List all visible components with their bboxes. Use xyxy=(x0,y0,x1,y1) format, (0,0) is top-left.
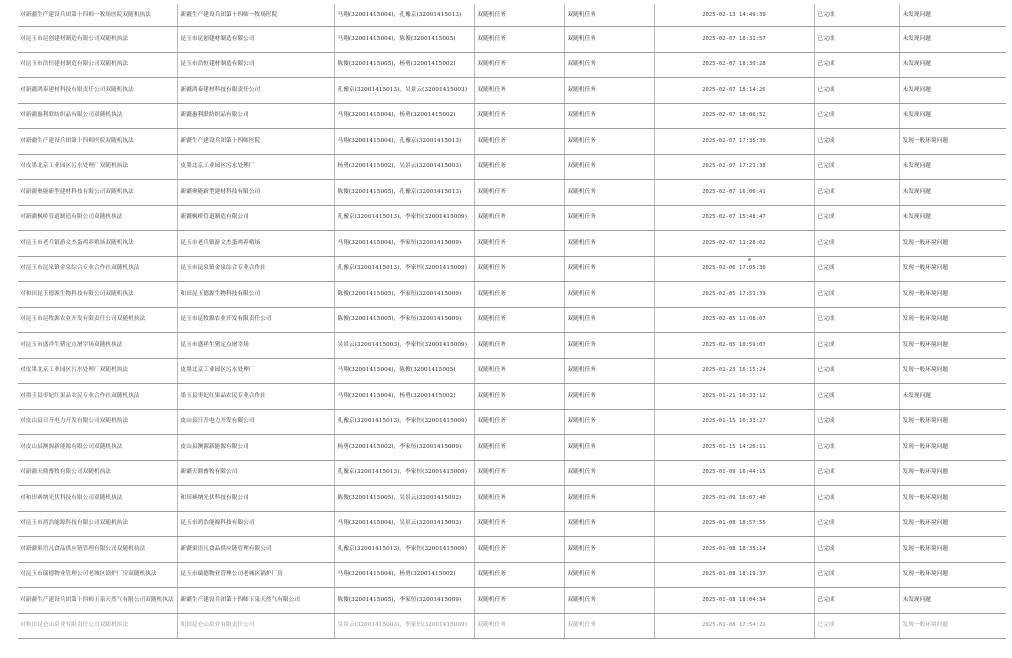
completion-time-cell: 2025-02-07 18:14:26 xyxy=(654,78,814,104)
task-type-cell: 双随机任务 xyxy=(474,384,564,410)
completion-time-cell: 2025-02-07 18:30:28 xyxy=(654,52,814,78)
inspectors-cell: 陈俊(32001415005)，李家恒(32001415009) xyxy=(334,588,474,614)
status-cell: 已完成 xyxy=(814,205,899,231)
result-cell: 未发现问题 xyxy=(899,180,1006,206)
status-cell: 已完成 xyxy=(814,27,899,53)
table-row xyxy=(18,180,1006,206)
task-source-cell: 双随机任务 xyxy=(564,154,654,180)
completion-time-cell: 2025-02-07 18:31:57 xyxy=(654,27,814,53)
table-row xyxy=(18,205,1006,231)
inspectors-cell: 孔豫京(32001415013)，李家恒(32001415009) xyxy=(334,409,474,435)
result-cell: 未发现问题 xyxy=(899,205,1006,231)
completion-time-cell: 2025-01-15 16:33:27 xyxy=(654,409,814,435)
task-source-cell: 双随机任务 xyxy=(564,231,654,257)
unit-name-cell: 新疆生产建设兵团第十四师玉泉天然气有限公司 xyxy=(177,588,334,614)
task-type-cell: 双随机任务 xyxy=(474,129,564,155)
result-cell: 发现一般环境问题 xyxy=(899,307,1006,333)
inspectors-cell: 陈俊(32001415005)，吴景云(32001415003) xyxy=(334,486,474,512)
completion-time-cell: 2025-02-07 17:21:38 xyxy=(654,154,814,180)
result-cell: 发现一般环境问题 xyxy=(899,537,1006,563)
task-name-cell: 对新疆奥能新型建材科技有限公司双随机执法 xyxy=(18,180,177,206)
result-cell: 发现一般环境问题 xyxy=(899,333,1006,359)
result-cell: 未发现问题 xyxy=(899,78,1006,104)
status-cell: 已完成 xyxy=(814,613,899,639)
task-type-cell: 双随机任务 xyxy=(474,588,564,614)
completion-time-cell: 2025-02-05 11:08:07 xyxy=(654,307,814,333)
inspectors-cell: 孔豫京(32001415013)，李家恒(32001415009) xyxy=(334,205,474,231)
task-type-cell: 双随机任务 xyxy=(474,154,564,180)
task-name-cell: 对新疆天鼎畜牧有限公司双随机执法 xyxy=(18,460,177,486)
status-cell: 已完成 xyxy=(814,435,899,461)
task-name-cell: 对昆玉市昆牧源农业开发有限责任公司双随机执法 xyxy=(18,307,177,333)
result-cell: 发现一般环境问题 xyxy=(899,409,1006,435)
status-cell: 已完成 xyxy=(814,409,899,435)
table-row xyxy=(18,435,1006,461)
task-source-cell: 双随机任务 xyxy=(564,180,654,206)
task-type-cell: 双随机任务 xyxy=(474,511,564,537)
table-body xyxy=(18,4,1006,639)
inspectors-cell: 孔豫京(32001415013)，李家恒(32001415009) xyxy=(334,537,474,563)
unit-name-cell: 墨玉县枣妃红果品农民专业合作社 xyxy=(177,384,334,410)
task-type-cell: 双随机任务 xyxy=(474,4,564,27)
task-name-cell: 对和田昆玉德源生物科技有限公司双随机执法 xyxy=(18,282,177,308)
task-name-cell: 对皮墨北京工业园区污水处理厂双随机执法 xyxy=(18,154,177,180)
completion-time-cell: 2025-02-07 16:06:41 xyxy=(654,180,814,206)
completion-time-cell: 2025-01-09 16:07:40 xyxy=(654,486,814,512)
task-type-cell: 双随机任务 xyxy=(474,435,564,461)
inspectors-cell: 马翔(32001415004)，孔豫京(32001415013) xyxy=(334,4,474,27)
task-type-cell: 双随机任务 xyxy=(474,180,564,206)
unit-name-cell: 皮墨北京工业园区污水处理厂 xyxy=(177,154,334,180)
unit-name-cell: 和田赛纳光伏科技有限公司 xyxy=(177,486,334,512)
table-row xyxy=(18,358,1006,384)
task-name-cell: 对新疆生产建设兵团第十四师玉泉天然气有限公司双随机执法 xyxy=(18,588,177,614)
task-type-cell: 双随机任务 xyxy=(474,52,564,78)
task-name-cell: 对昆玉市昆泉镇金泉综合专业合作社双随机执法 xyxy=(18,256,177,282)
inspectors-cell: 马翔(32001415004)，杨勇(32001415002) xyxy=(334,103,474,129)
completion-time-cell: 2025-01-08 18:19:37 xyxy=(654,562,814,588)
status-cell: 已完成 xyxy=(814,588,899,614)
status-cell: 已完成 xyxy=(814,52,899,78)
result-cell: 发现一般环境问题 xyxy=(899,358,1006,384)
table-row xyxy=(18,486,1006,512)
unit-name-cell: 新疆奥能新型建材科技有限公司 xyxy=(177,180,334,206)
task-type-cell: 双随机任务 xyxy=(474,27,564,53)
table-row xyxy=(18,333,1006,359)
completion-time-cell: 2025-02-05 17:51:39 xyxy=(654,282,814,308)
table-row xyxy=(18,78,1006,104)
task-name-cell: 对皮山县澳源新能源有限公司双随机执法 xyxy=(18,435,177,461)
task-source-cell: 双随机任务 xyxy=(564,562,654,588)
task-name-cell: 对新疆生产建设兵团第十四师医院双随机执法 xyxy=(18,129,177,155)
status-cell: 已完成 xyxy=(814,78,899,104)
task-source-cell: 双随机任务 xyxy=(564,333,654,359)
task-name-cell: 对和田赛纳光伏科技有限公司双随机执法 xyxy=(18,486,177,512)
task-type-cell: 双随机任务 xyxy=(474,409,564,435)
unit-name-cell: 新疆果语凡食品供应链管理有限公司 xyxy=(177,537,334,563)
task-source-cell: 双随机任务 xyxy=(564,307,654,333)
status-cell: 已完成 xyxy=(814,384,899,410)
table-row xyxy=(18,537,1006,563)
task-source-cell: 双随机任务 xyxy=(564,613,654,639)
unit-name-cell: 昆玉市浩恒建材制造有限公司 xyxy=(177,52,334,78)
status-cell: 已完成 xyxy=(814,231,899,257)
unit-name-cell: 昆玉市昆泉镇金泉综合专业合作社 xyxy=(177,256,334,282)
table-row xyxy=(18,27,1006,53)
task-type-cell: 双随机任务 xyxy=(474,282,564,308)
status-cell: 已完成 xyxy=(814,486,899,512)
result-cell: 发现一般环境问题 xyxy=(899,129,1006,155)
result-cell: 发现一般环境问题 xyxy=(899,231,1006,257)
inspectors-cell: 陈俊(32001415005)，李家恒(32001415009) xyxy=(334,282,474,308)
result-cell: 发现一般环境问题 xyxy=(899,282,1006,308)
result-cell: 未发现问题 xyxy=(899,4,1006,27)
inspectors-cell: 陈俊(32001415005)，孔豫京(32001415013) xyxy=(334,180,474,206)
task-type-cell: 双随机任务 xyxy=(474,613,564,639)
result-cell: 发现一般环境问题 xyxy=(899,562,1006,588)
unit-name-cell: 和田昆仑山泉业有限责任公司 xyxy=(177,613,334,639)
task-name-cell: 对新疆生产建设兵团第十四师一牧场医院双随机执法 xyxy=(18,4,177,27)
status-cell: 已完成 xyxy=(814,154,899,180)
inspectors-cell: 马翔(32001415004)，李家恒(32001415009) xyxy=(334,231,474,257)
inspectors-cell: 陈俊(32001415005)，李家恒(32001415009) xyxy=(334,307,474,333)
table-row xyxy=(18,256,1006,282)
table-row xyxy=(18,511,1006,537)
completion-time-cell: 2025-01-23 16:15:24 xyxy=(654,358,814,384)
task-type-cell: 双随机任务 xyxy=(474,537,564,563)
unit-name-cell: 昆玉市盛祥生猪定点屠宰场 xyxy=(177,333,334,359)
task-type-cell: 双随机任务 xyxy=(474,486,564,512)
unit-name-cell: 皮墨北京工业园区污水处理厂 xyxy=(177,358,334,384)
status-cell: 已完成 xyxy=(814,129,899,155)
inspectors-cell: 马翔(32001415004)，吴景云(32001415003) xyxy=(334,511,474,537)
unit-name-cell: 新疆生产建设兵团第十四师医院 xyxy=(177,129,334,155)
task-type-cell: 双随机任务 xyxy=(474,358,564,384)
inspectors-cell: 陈俊(32001415005)，杨勇(32001415002) xyxy=(334,52,474,78)
table-row xyxy=(18,282,1006,308)
task-type-cell: 双随机任务 xyxy=(474,256,564,282)
task-source-cell: 双随机任务 xyxy=(564,78,654,104)
result-cell: 未发现问题 xyxy=(899,103,1006,129)
inspectors-cell: 马翔(32001415004)，陈俊(32001415005) xyxy=(334,358,474,384)
inspectors-cell: 孔豫京(32001415013)，李家恒(32001415009) xyxy=(334,256,474,282)
completion-time-cell: 2025-02-13 14:49:39 xyxy=(654,4,814,27)
task-name-cell: 对昆玉市浩恒建材制造有限公司双随机执法 xyxy=(18,52,177,78)
table-row xyxy=(18,307,1006,333)
result-cell: 发现一般环境问题 xyxy=(899,511,1006,537)
task-source-cell: 双随机任务 xyxy=(564,358,654,384)
table-row xyxy=(18,52,1006,78)
completion-time-cell: 2025-01-09 16:44:15 xyxy=(654,460,814,486)
status-cell: 已完成 xyxy=(814,460,899,486)
completion-time-cell: 2025-01-08 18:57:55 xyxy=(654,511,814,537)
result-cell: 未发现问题 xyxy=(899,52,1006,78)
task-name-cell: 对昆玉市瑞德物业管理公司老城区锅炉厂房双随机执法 xyxy=(18,562,177,588)
task-name-cell: 对皮墨北京工业园区污水处理厂双随机执法 xyxy=(18,358,177,384)
task-source-cell: 双随机任务 xyxy=(564,4,654,27)
unit-name-cell: 皮山县日升电力开发有限公司 xyxy=(177,409,334,435)
unit-name-cell: 皮山县澳源新能源有限公司 xyxy=(177,435,334,461)
task-name-cell: 对墨玉县枣妃红果品农民专业合作社双随机执法 xyxy=(18,384,177,410)
table-row xyxy=(18,103,1006,129)
task-name-cell: 对和田昆仑山泉业有限责任公司双随机执法 xyxy=(18,613,177,639)
status-cell: 已完成 xyxy=(814,4,899,27)
unit-name-cell: 新疆枫桥管道制造有限公司 xyxy=(177,205,334,231)
task-source-cell: 双随机任务 xyxy=(564,256,654,282)
completion-time-cell: 2025-02-07 11:28:02 xyxy=(654,231,814,257)
inspectors-cell: 孔豫京(32001415013)，李家恒(32001415009) xyxy=(334,460,474,486)
task-type-cell: 双随机任务 xyxy=(474,333,564,359)
status-cell: 已完成 xyxy=(814,307,899,333)
result-cell: 发现一般环境问题 xyxy=(899,435,1006,461)
inspectors-cell: 孔豫京(32001415013)，吴景云(32001415003) xyxy=(334,78,474,104)
result-cell: 发现一般环境问题 xyxy=(899,486,1006,512)
task-name-cell: 对皮山县日升电力开发有限公司双随机执法 xyxy=(18,409,177,435)
table-row xyxy=(18,4,1006,27)
inspectors-cell: 杨勇(32001415002)，李家恒(32001415009) xyxy=(334,435,474,461)
task-name-cell: 对昆玉市盛祥生猪定点屠宰场双随机执法 xyxy=(18,333,177,359)
task-name-cell: 对新疆鸿泰建材科技有限责任公司双随机执法 xyxy=(18,78,177,104)
task-source-cell: 双随机任务 xyxy=(564,435,654,461)
result-cell: 发现一般环境问题 xyxy=(899,460,1006,486)
completion-time-cell: 2025-02-07 17:35:30 xyxy=(654,129,814,155)
task-type-cell: 双随机任务 xyxy=(474,460,564,486)
completion-time-cell: 2025-02-07 15:48:47 xyxy=(654,205,814,231)
task-source-cell: 双随机任务 xyxy=(564,129,654,155)
unit-name-cell: 新疆生产建设兵团第十四师一牧场医院 xyxy=(177,4,334,27)
completion-time-cell: 2025-01-15 14:26:11 xyxy=(654,435,814,461)
inspectors-cell: 马翔(32001415004)，杨勇(32001415002) xyxy=(334,384,474,410)
task-source-cell: 双随机任务 xyxy=(564,588,654,614)
result-cell: 未发现问题 xyxy=(899,154,1006,180)
task-source-cell: 双随机任务 xyxy=(564,384,654,410)
unit-name-cell: 昆玉市老兵镇游文杰蛋鸡养殖场 xyxy=(177,231,334,257)
unit-name-cell: 昆玉市鸿浩能源科技有限公司 xyxy=(177,511,334,537)
task-name-cell: 对昆玉市老兵镇游文杰蛋鸡养殖场双随机执法 xyxy=(18,231,177,257)
task-type-cell: 双随机任务 xyxy=(474,205,564,231)
result-cell: 未发现问题 xyxy=(899,588,1006,614)
status-cell: 已完成 xyxy=(814,256,899,282)
task-source-cell: 双随机任务 xyxy=(564,486,654,512)
result-cell: 未发现问题 xyxy=(899,384,1006,410)
unit-name-cell: 新疆惠利联纺织品有限公司 xyxy=(177,103,334,129)
task-type-cell: 双随机任务 xyxy=(474,103,564,129)
task-source-cell: 双随机任务 xyxy=(564,282,654,308)
status-cell: 已完成 xyxy=(814,358,899,384)
inspectors-cell: 马翔(32001415004)，陈俊(32001415005) xyxy=(334,27,474,53)
task-source-cell: 双随机任务 xyxy=(564,103,654,129)
task-name-cell: 对新疆果语凡食品供应链管理有限公司双随机执法 xyxy=(18,537,177,563)
status-cell: 已完成 xyxy=(814,333,899,359)
inspectors-cell: 马翔(32001415004)，孔豫京(32001415013) xyxy=(334,129,474,155)
inspectors-cell: 马翔(32001415004)，杨勇(32001415002) xyxy=(334,562,474,588)
table-row xyxy=(18,154,1006,180)
task-name-cell: 对新疆惠利联纺织品有限公司双随机执法 xyxy=(18,103,177,129)
table-row xyxy=(18,409,1006,435)
result-cell: 未发现问题 xyxy=(899,27,1006,53)
unit-name-cell: 昆玉市昆创建材制造有限公司 xyxy=(177,27,334,53)
table-row xyxy=(18,562,1006,588)
completion-time-cell: 2025-01-21 10:33:12 xyxy=(654,384,814,410)
completion-time-cell: 2025-02-07 18:06:52 xyxy=(654,103,814,129)
task-name-cell: 对新疆枫桥管道制造有限公司双随机执法 xyxy=(18,205,177,231)
task-source-cell: 双随机任务 xyxy=(564,205,654,231)
task-source-cell: 双随机任务 xyxy=(564,460,654,486)
status-cell: 已完成 xyxy=(814,103,899,129)
task-type-cell: 双随机任务 xyxy=(474,78,564,104)
task-source-cell: 双随机任务 xyxy=(564,52,654,78)
inspectors-cell: 吴景云(32001415003)，李家恒(32001415009) xyxy=(334,333,474,359)
completion-time-cell: 2025-01-08 17:54:22 xyxy=(654,613,814,639)
completion-time-cell: 2025-01-08 18:35:14 xyxy=(654,537,814,563)
task-source-cell: 双随机任务 xyxy=(564,409,654,435)
task-type-cell: 双随机任务 xyxy=(474,562,564,588)
unit-name-cell: 新疆鸿泰建材科技有限责任公司 xyxy=(177,78,334,104)
task-source-cell: 双随机任务 xyxy=(564,27,654,53)
completion-time-cell: 2025-02-06 17:05:30 xyxy=(654,256,814,282)
enforcement-record-table xyxy=(18,4,1006,639)
status-cell: 已完成 xyxy=(814,180,899,206)
task-type-cell: 双随机任务 xyxy=(474,231,564,257)
task-source-cell: 双随机任务 xyxy=(564,511,654,537)
table-row xyxy=(18,613,1006,639)
status-cell: 已完成 xyxy=(814,562,899,588)
table-row xyxy=(18,384,1006,410)
record-table xyxy=(18,4,1006,639)
completion-time-cell: 2025-02-05 10:59:07 xyxy=(654,333,814,359)
status-cell: 已完成 xyxy=(814,537,899,563)
unit-name-cell: 新疆天鼎畜牧有限公司 xyxy=(177,460,334,486)
status-cell: 已完成 xyxy=(814,511,899,537)
completion-time-cell: 2025-01-08 18:04:34 xyxy=(654,588,814,614)
task-name-cell: 对昆玉市昆创建材制造有限公司双随机执法 xyxy=(18,27,177,53)
inspectors-cell: 杨勇(32001415002)，吴景云(32001415003) xyxy=(334,154,474,180)
table-row xyxy=(18,129,1006,155)
task-source-cell: 双随机任务 xyxy=(564,537,654,563)
result-cell: 发现一般环境问题 xyxy=(899,256,1006,282)
task-name-cell: 对昆玉市鸿浩能源科技有限公司双随机执法 xyxy=(18,511,177,537)
result-cell: 发现一般环境问题 xyxy=(899,613,1006,639)
unit-name-cell: 昆玉市瑞德物业管理公司老城区锅炉厂房 xyxy=(177,562,334,588)
table-row xyxy=(18,588,1006,614)
scan-speck xyxy=(748,258,751,261)
task-type-cell: 双随机任务 xyxy=(474,307,564,333)
inspectors-cell: 吴景云(32001415003)，李家恒(32001415009) xyxy=(334,613,474,639)
unit-name-cell: 和田昆玉德源生物科技有限公司 xyxy=(177,282,334,308)
status-cell: 已完成 xyxy=(814,282,899,308)
table-row xyxy=(18,231,1006,257)
table-row xyxy=(18,460,1006,486)
unit-name-cell: 昆玉市昆牧源农业开发有限责任公司 xyxy=(177,307,334,333)
